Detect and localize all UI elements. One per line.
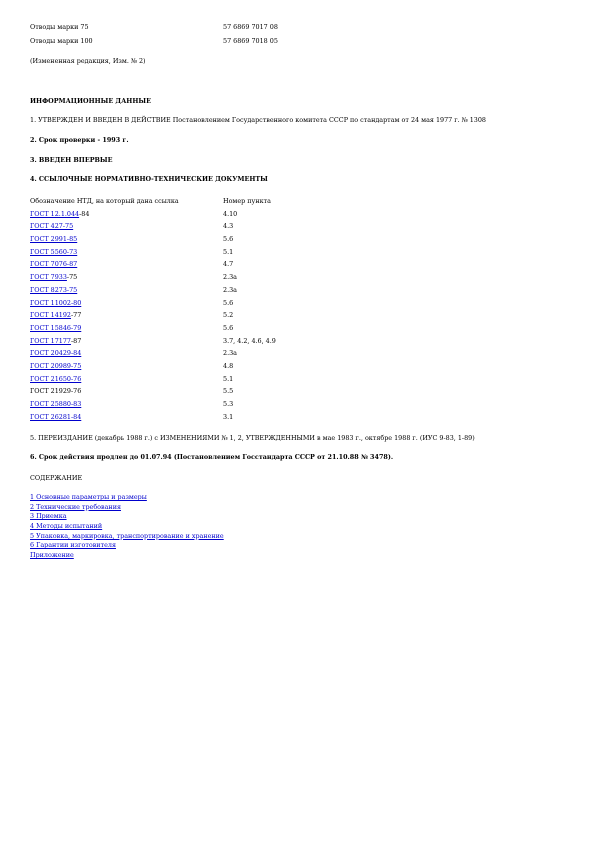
point-number: 5.6 bbox=[223, 235, 234, 244]
table-row bbox=[30, 398, 390, 411]
point-number: 4.3 bbox=[223, 222, 234, 231]
info-item-4: 4. ССЫЛОЧНЫЕ НОРМАТИВНО-ТЕХНИЧЕСКИЕ ДОКУМЕНТЫ bbox=[30, 175, 268, 183]
reference-cell bbox=[30, 335, 223, 348]
table-row bbox=[30, 322, 390, 335]
point-number: 4.10 bbox=[223, 209, 238, 218]
gost-link[interactable]: ГОСТ 2991-85 bbox=[30, 235, 78, 244]
info-item-1: 1. УТВЕРЖДЕН И ВВЕДЕН В ДЕЙСТВИЕ Постановлением Государственного комитета СССР по стандартам от 24 мая 1977 г. № 1308 bbox=[30, 116, 487, 124]
table-row bbox=[30, 411, 390, 424]
gost-link[interactable]: ГОСТ 5560-73 bbox=[30, 247, 78, 256]
table-row bbox=[30, 309, 390, 322]
top-row-code: 57 6869 7018 05 bbox=[223, 37, 278, 45]
table-row bbox=[30, 220, 390, 233]
info-item-5: 5. ПЕРЕИЗДАНИЕ (декабрь 1988 г.) с ИЗМЕНЕНИЯМИ № 1, 2, УТВЕРЖДЕННЫМИ в мае 1983 г., октябре 1988 г. (ИУС 9-83, 1-89) bbox=[30, 434, 475, 442]
gost-link[interactable]: ГОСТ 21650-76 bbox=[30, 374, 82, 383]
point-number: 4.7 bbox=[223, 260, 234, 269]
reference-text: -87 bbox=[70, 336, 82, 345]
point-number: 5.5 bbox=[223, 387, 234, 396]
table-row bbox=[30, 208, 390, 221]
gost-link[interactable]: ГОСТ 20429-84 bbox=[30, 349, 82, 358]
reference-cell bbox=[30, 233, 223, 246]
gost-link[interactable]: ГОСТ 8273-75 bbox=[30, 285, 78, 294]
table-of-contents bbox=[30, 493, 224, 561]
point-number: 5.6 bbox=[223, 298, 234, 307]
info-item-6: 6. Срок действия продлен до 01.07.94 (Постановлением Госстандарта СССР от 21.10.88 № 3478). bbox=[30, 453, 394, 461]
reference-cell bbox=[30, 208, 223, 221]
point-number: 5.6 bbox=[223, 323, 234, 332]
toc-link[interactable]: 4 Методы испытаний bbox=[30, 522, 103, 531]
reference-cell bbox=[30, 385, 223, 398]
gost-link[interactable]: ГОСТ 25880-83 bbox=[30, 400, 82, 408]
table-row bbox=[30, 385, 390, 398]
table-row bbox=[30, 360, 390, 373]
toc-link[interactable]: 2 Технические требования bbox=[30, 502, 121, 511]
info-item-3: 3. ВВЕДЕН ВПЕРВЫЕ bbox=[30, 156, 113, 164]
reference-table-header bbox=[30, 195, 390, 208]
table-row bbox=[30, 297, 390, 310]
reference-cell bbox=[30, 398, 223, 411]
table-row bbox=[30, 271, 390, 284]
top-row-code: 57 6869 7017 08 bbox=[223, 23, 278, 31]
table-row bbox=[30, 284, 390, 297]
toc-link[interactable]: 3 Приемка bbox=[30, 512, 67, 521]
reference-cell bbox=[30, 347, 223, 360]
table-row bbox=[30, 246, 390, 259]
reference-cell bbox=[30, 309, 223, 322]
reference-cell bbox=[30, 322, 223, 335]
reference-table bbox=[30, 195, 390, 423]
top-row-name: Отводы марки 75 bbox=[30, 23, 89, 31]
point-number: 5.1 bbox=[223, 374, 234, 383]
toc-link[interactable]: Приложение bbox=[30, 551, 74, 560]
point-number: 2.3а bbox=[223, 285, 237, 294]
gost-link[interactable]: ГОСТ 11002-80 bbox=[30, 298, 82, 307]
toc-header: СОДЕРЖАНИЕ bbox=[30, 474, 83, 482]
toc-link[interactable]: 6 Гарантии изготовителя bbox=[30, 541, 116, 550]
gost-link[interactable]: ГОСТ 15846-79 bbox=[30, 323, 82, 332]
edition-note: (Измененная редакция, Изм. № 2) bbox=[30, 57, 146, 65]
toc-link[interactable]: 1 Основные параметры и размеры bbox=[30, 493, 147, 501]
gost-link[interactable]: ГОСТ 26281-84 bbox=[30, 412, 82, 421]
point-number: 4.8 bbox=[223, 361, 234, 370]
reference-cell bbox=[30, 411, 223, 424]
info-item-2: 2. Срок проверки - 1993 г. bbox=[30, 136, 129, 144]
table-row bbox=[30, 335, 390, 348]
toc-link[interactable]: 5 Упаковка, маркировка, транспортирование и хранение bbox=[30, 531, 224, 540]
column-header-document: Обозначение НТД, на который дана ссылка bbox=[30, 197, 179, 205]
table-row bbox=[30, 233, 390, 246]
reference-cell bbox=[30, 284, 223, 297]
reference-cell bbox=[30, 246, 223, 259]
reference-cell bbox=[30, 373, 223, 386]
reference-text: -77 bbox=[70, 311, 82, 320]
table-row bbox=[30, 258, 390, 271]
table-row bbox=[30, 347, 390, 360]
point-number: 2.3а bbox=[223, 273, 237, 282]
reference-cell bbox=[30, 220, 223, 233]
info-header: ИНФОРМАЦИОННЫЕ ДАННЫЕ bbox=[30, 97, 151, 105]
point-number: 5.1 bbox=[223, 247, 234, 256]
table-row bbox=[30, 373, 390, 386]
gost-link[interactable]: ГОСТ 7933 bbox=[30, 273, 67, 282]
gost-link[interactable]: ГОСТ 14192 bbox=[30, 311, 71, 320]
point-number: 5.2 bbox=[223, 311, 234, 320]
gost-link[interactable]: ГОСТ 7076-87 bbox=[30, 260, 78, 269]
top-row-name: Отводы марки 100 bbox=[30, 37, 93, 45]
point-number: 5.3 bbox=[223, 400, 234, 408]
reference-cell bbox=[30, 271, 223, 284]
point-number: 2.3а bbox=[223, 349, 237, 358]
column-header-point: Номер пункта bbox=[223, 197, 271, 205]
reference-text: ГОСТ 21929-76 bbox=[30, 387, 82, 396]
reference-text: -75 bbox=[66, 273, 78, 282]
reference-cell bbox=[30, 258, 223, 271]
gost-link[interactable]: ГОСТ 12.1.044 bbox=[30, 209, 80, 218]
reference-cell bbox=[30, 297, 223, 310]
point-number: 3.7, 4.2, 4.6, 4.9 bbox=[223, 336, 276, 345]
gost-link[interactable]: ГОСТ 427-75 bbox=[30, 222, 74, 231]
top-row-1 bbox=[30, 23, 570, 31]
reference-text: -84 bbox=[79, 209, 90, 218]
top-row-2 bbox=[30, 37, 570, 45]
reference-cell bbox=[30, 360, 223, 373]
gost-link[interactable]: ГОСТ 17177 bbox=[30, 336, 71, 345]
point-number: 3.1 bbox=[223, 412, 234, 421]
gost-link[interactable]: ГОСТ 20989-75 bbox=[30, 361, 82, 370]
